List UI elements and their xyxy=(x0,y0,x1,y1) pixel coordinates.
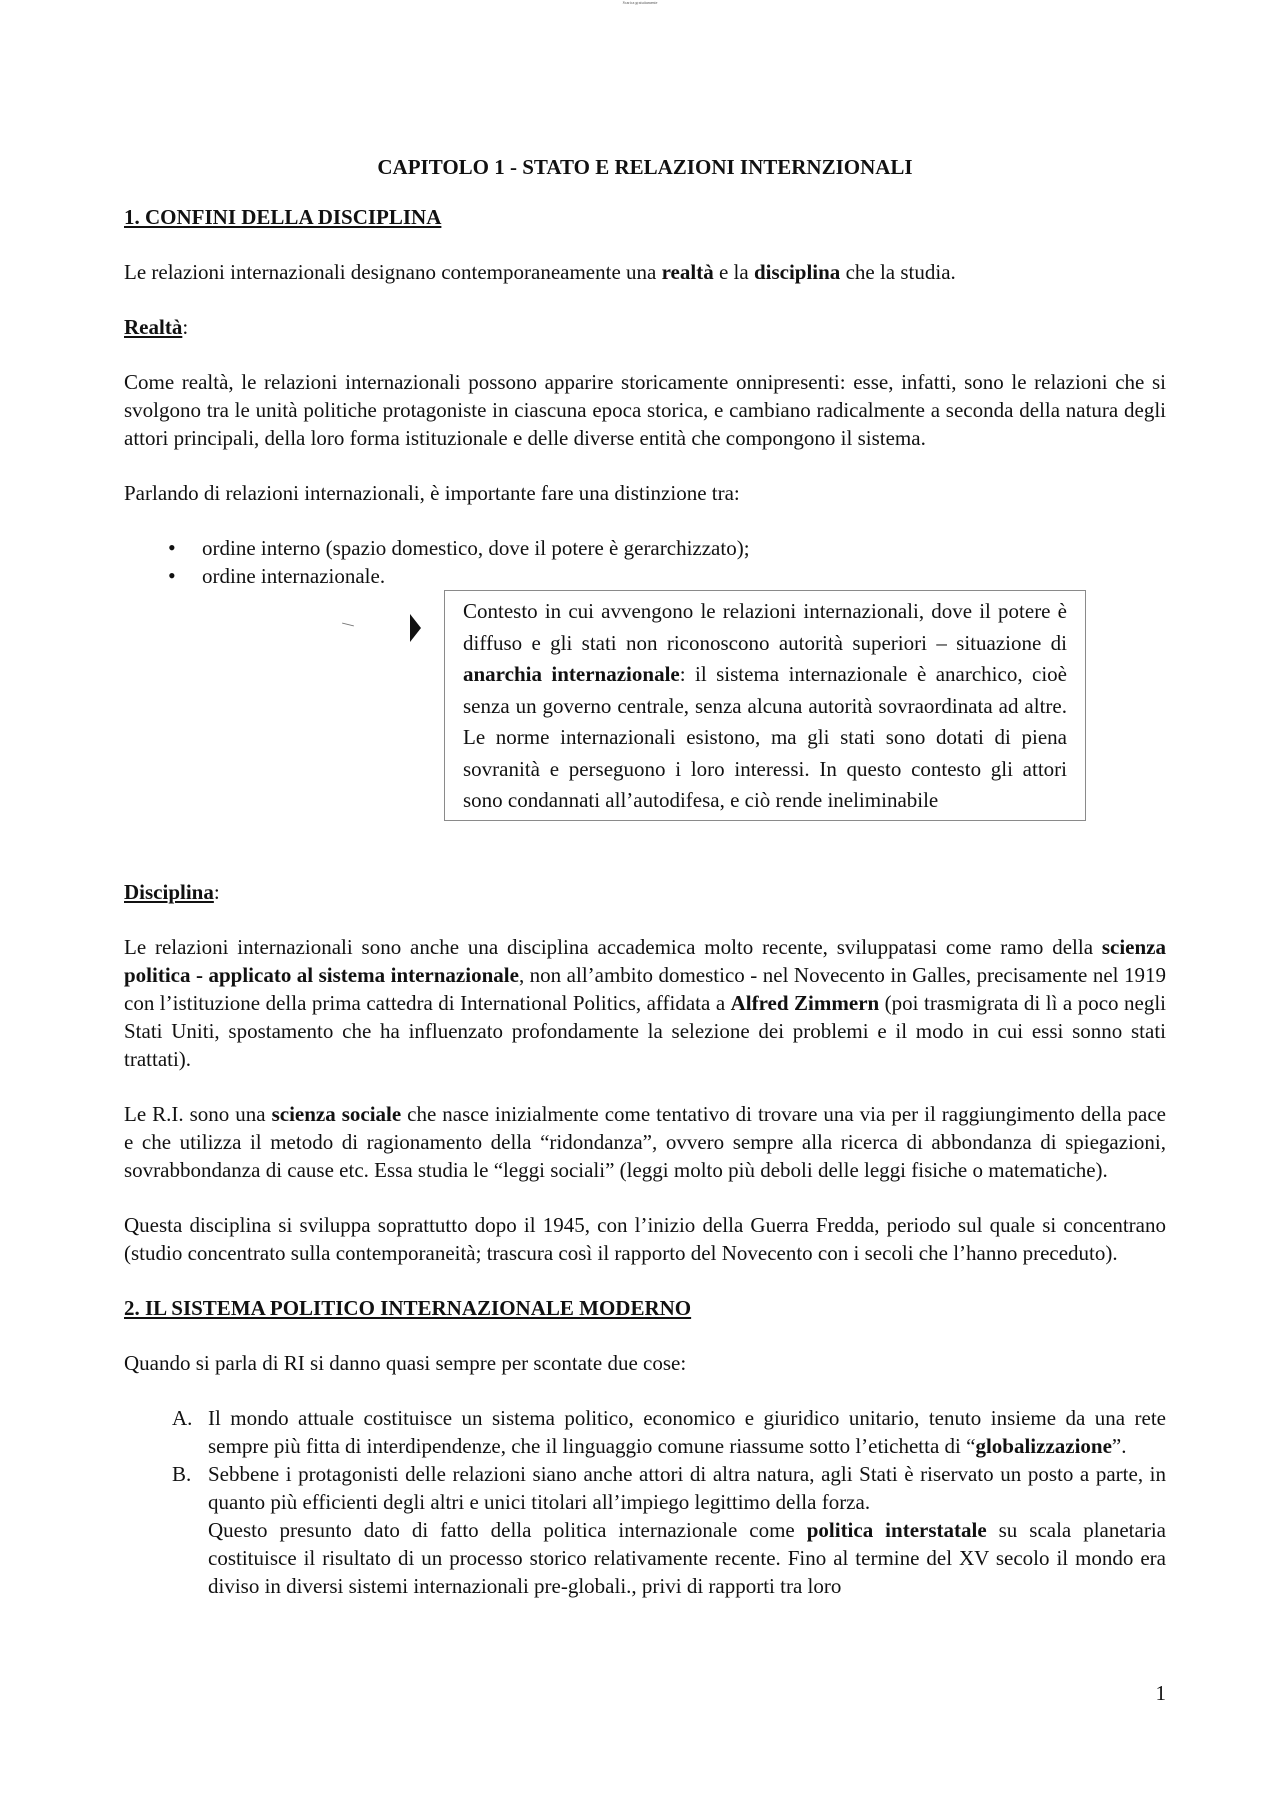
header-watermark-text: Scarica gratuitamente xyxy=(622,0,658,5)
assumptions-list xyxy=(124,1404,1166,1600)
disciplina-paragraph-3: Questa disciplina si sviluppa soprattutto dopo il 1945, con l’inizio della Guerra Fredda, periodo sul quale si concentrano (studio concentrato sulla contemporaneità; trascura così il rapporto del Novecento con i secoli che l’hanno preceduto). xyxy=(124,1213,1166,1265)
realta-subheading: Realtà: xyxy=(124,315,189,339)
order-bullet-list xyxy=(124,534,1166,590)
list-item-continuation: Questo presunto dato di fatto della politica internazionale come politica interstatale su scala planetaria costituisce il risultato di un processo storico relativamente recente. Fino al termine del XV secolo il mondo era diviso in diversi sistemi internazionali pre-globali., privi di rapporti tra loro xyxy=(208,1518,1166,1598)
disciplina-paragraph-2: Le R.I. sono una scienza sociale che nasce inizialmente come tentativo di trovare una via per il raggiungimento della pace e che utilizza il metodo di ragionamento della “ridondanza”, ovvero sempre alla ricerca di abbondanza di spiegazioni, sovrabbondanza di cause etc. Essa studia le “leggi sociali” (leggi molto più deboli delle leggi fisiche o matematiche). xyxy=(124,1102,1166,1182)
page-number: 1 xyxy=(1155,1681,1166,1705)
term-disciplina: disciplina xyxy=(753,260,841,284)
anarchy-callout-box: Contesto in cui avvengono le relazioni internazionali, dove il potere è diffuso e gli stati non riconoscono autorità superiori – situazione di anarchia internazionale: il sistema internazionale è anarchico, cioè senza un governo centrale, senza alcuna autorità sovraordinata ad altre. Le norme internazionali esistono, ma gli stati sono dotati di piena sovranità e perseguono i loro interessi. In questo contesto gli attori sono condannati all’autodifesa, e ciò rende ineliminabile xyxy=(444,590,1086,821)
term-realta: realtà xyxy=(661,260,714,284)
term-politica-interstatale: politica interstatale xyxy=(806,1518,987,1542)
chapter-title: CAPITOLO 1 - STATO E RELAZIONI INTERNZIONALI xyxy=(377,155,913,179)
list-item: A. Il mondo attuale costituisce un sistema politico, economico e giuridico unitario, tenuto insieme da una rete sempre più fitta di interdipendenze, che il linguaggio comune riassume sotto l’etichetta di “globalizzazione”. xyxy=(172,1406,1166,1458)
intro-paragraph: Le relazioni internazionali designano contemporaneamente una realtà e la disciplina che la studia. xyxy=(124,260,956,284)
section-2-intro: Quando si parla di RI si danno quasi sempre per scontate due cose: xyxy=(124,1351,687,1375)
term-anarchia: anarchia internazionale xyxy=(463,662,680,686)
disciplina-subheading: Disciplina: xyxy=(124,880,220,904)
arrow-right-icon xyxy=(410,614,421,642)
dash-mark xyxy=(342,623,354,627)
callout-row xyxy=(124,590,1166,878)
distinction-paragraph: Parlando di relazioni internazionali, è importante fare una distinzione tra: xyxy=(124,481,740,505)
list-item: B. Sebbene i protagonisti delle relazioni siano anche attori di altra natura, agli Stati è riservato un posto a parte, in quanto più efficienti degli altri e unici titolari all’impiego legittimo della forza. Questo presunto dato di fatto della politica internazionale come politica interstatale su scala planetaria costituisce il risultato di un processo storico relativamente recente. Fino al termine del XV secolo il mondo era diviso in diversi sistemi internazionali pre-globali., privi di rapporti tra loro xyxy=(172,1462,1166,1598)
realta-paragraph: Come realtà, le relazioni internazionali possono apparire storicamente onnipresenti: esse, infatti, sono le relazioni che si svolgono tra le unità politiche protagoniste in ciascuna epoca storica, e cambiano radicalmente a seconda della natura degli attori principali, della loro forma istituzionale e delle diverse entità che compongono il sistema. xyxy=(124,370,1166,450)
term-scienza-sociale: scienza sociale xyxy=(271,1102,402,1126)
document-page xyxy=(124,153,1166,1600)
section-1-heading: 1. CONFINI DELLA DISCIPLINA xyxy=(124,205,442,229)
section-2-heading: 2. IL SISTEMA POLITICO INTERNAZIONALE MODERNO xyxy=(124,1296,692,1320)
disciplina-paragraph-1: Le relazioni internazionali sono anche una disciplina accademica molto recente, sviluppatasi come ramo della scienza politica - applicato al sistema internazionale, non all’ambito domestico - nel Novecento in Galles, precisamente nel 1919 con l’istituzione della prima cattedra di International Politics, affidata a Alfred Zimmern (poi trasmigrata di lì a poco negli Stati Uniti, spostamento che ha influenzato profondamente la selezione dei problemi e il modo in cui essi sonno stati trattati). xyxy=(124,935,1166,1071)
list-item: • ordine internazionale. xyxy=(168,562,1166,590)
term-scienza-politica: scienza politica - applicato al sistema internazionale xyxy=(124,935,1166,987)
term-globalizzazione: globalizzazione xyxy=(975,1434,1112,1458)
list-item: • ordine interno (spazio domestico, dove il potere è gerarchizzato); xyxy=(168,534,1166,562)
term-alfred-zimmern: Alfred Zimmern xyxy=(730,991,880,1015)
